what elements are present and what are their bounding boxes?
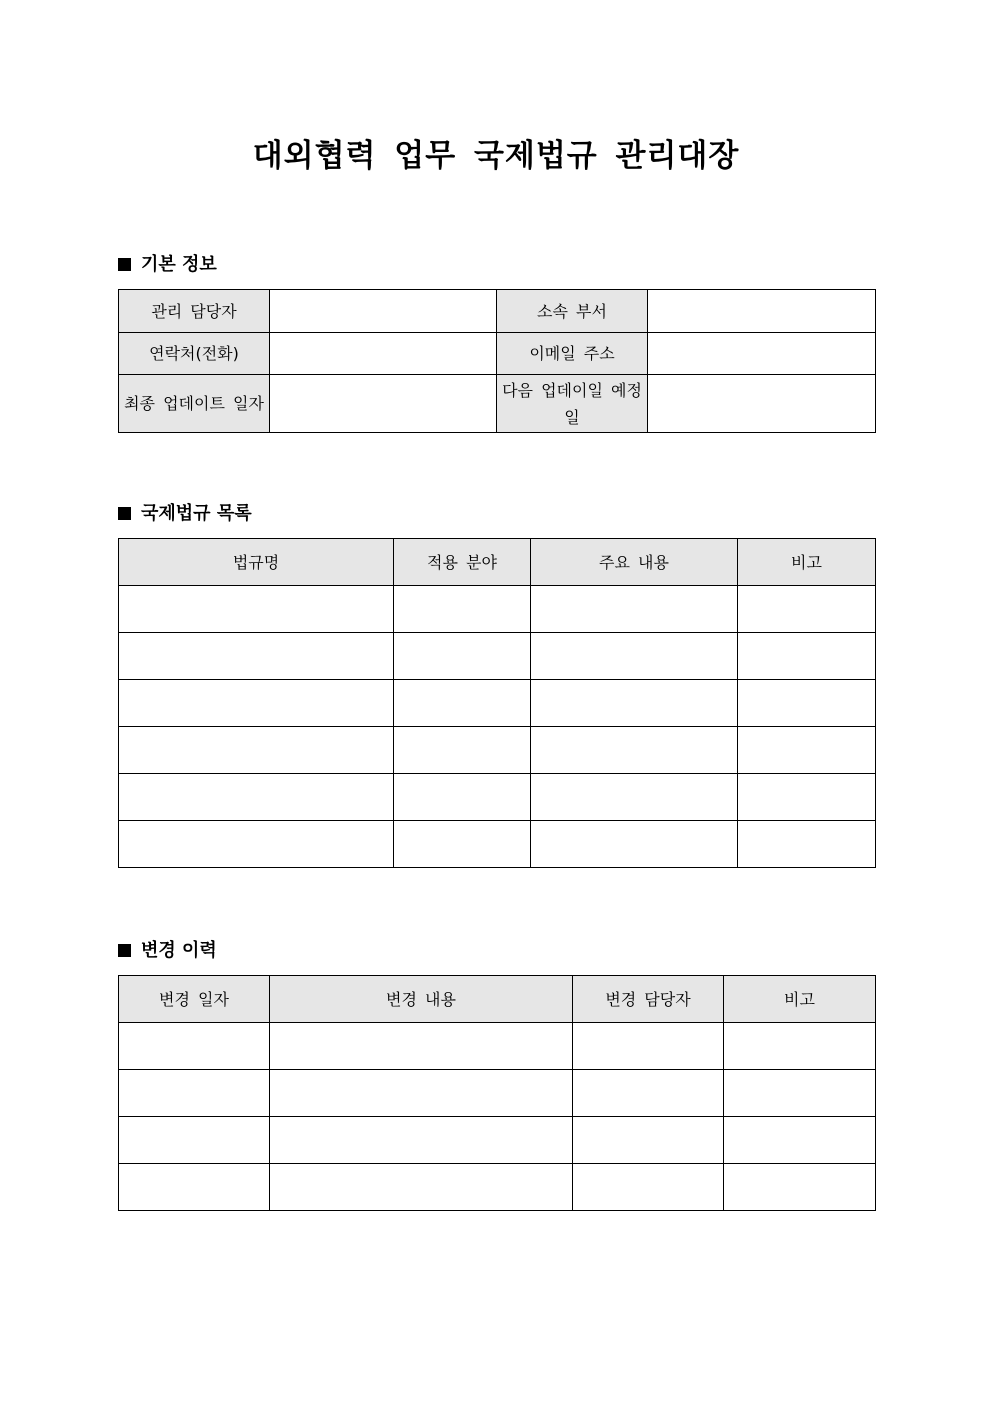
- table-row: [119, 633, 876, 680]
- basic-info-table: [118, 289, 876, 433]
- column-header-remarks: 비고: [738, 539, 876, 586]
- basic-info-row: [119, 375, 876, 433]
- cell-remarks[interactable]: [738, 633, 876, 680]
- cell-change-manager[interactable]: [573, 1023, 724, 1070]
- cell-change-date[interactable]: [119, 1164, 270, 1211]
- cell-field[interactable]: [394, 727, 531, 774]
- column-header-law-name: 법규명: [119, 539, 394, 586]
- cell-law-name[interactable]: [119, 680, 394, 727]
- black-square-icon: [118, 944, 131, 957]
- cell-field[interactable]: [394, 774, 531, 821]
- basic-info-row: [119, 333, 876, 375]
- cell-remarks[interactable]: [724, 1023, 876, 1070]
- cell-change-date[interactable]: [119, 1023, 270, 1070]
- label-last-update: 최종 업데이트 일자: [119, 375, 270, 433]
- value-manager[interactable]: [270, 290, 497, 333]
- cell-law-name[interactable]: [119, 821, 394, 868]
- table-row: [119, 1164, 876, 1211]
- basic-info-row: [119, 290, 876, 333]
- law-list-header-row: [119, 539, 876, 586]
- label-phone: 연락처(전화): [119, 333, 270, 375]
- column-header-content: 주요 내용: [531, 539, 738, 586]
- change-history-table: [118, 975, 876, 1211]
- cell-law-name[interactable]: [119, 727, 394, 774]
- cell-change-content[interactable]: [270, 1164, 573, 1211]
- label-next-update: 다음 업데이일 예정일: [497, 375, 648, 433]
- cell-change-date[interactable]: [119, 1070, 270, 1117]
- label-manager: 관리 담당자: [119, 290, 270, 333]
- cell-remarks[interactable]: [738, 727, 876, 774]
- cell-content[interactable]: [531, 680, 738, 727]
- section-heading-text: 기본 정보: [141, 254, 217, 275]
- black-square-icon: [118, 258, 131, 271]
- section-heading-law-list: [118, 502, 252, 526]
- value-phone[interactable]: [270, 333, 497, 375]
- cell-change-date[interactable]: [119, 1117, 270, 1164]
- cell-field[interactable]: [394, 586, 531, 633]
- cell-content[interactable]: [531, 586, 738, 633]
- cell-remarks[interactable]: [724, 1070, 876, 1117]
- cell-content[interactable]: [531, 821, 738, 868]
- table-row: [119, 1117, 876, 1164]
- table-row: [119, 821, 876, 868]
- section-heading-text: 국제법규 목록: [141, 503, 252, 524]
- table-row: [119, 1023, 876, 1070]
- cell-change-manager[interactable]: [573, 1164, 724, 1211]
- column-header-change-content: 변경 내용: [270, 976, 573, 1023]
- cell-law-name[interactable]: [119, 586, 394, 633]
- cell-change-manager[interactable]: [573, 1070, 724, 1117]
- cell-field[interactable]: [394, 680, 531, 727]
- cell-change-content[interactable]: [270, 1070, 573, 1117]
- column-header-change-manager: 변경 담당자: [573, 976, 724, 1023]
- section-heading-text: 변경 이력: [141, 940, 217, 961]
- change-history-header-row: [119, 976, 876, 1023]
- cell-law-name[interactable]: [119, 633, 394, 680]
- table-row: [119, 727, 876, 774]
- label-department: 소속 부서: [497, 290, 648, 333]
- value-email[interactable]: [648, 333, 876, 375]
- label-email: 이메일 주소: [497, 333, 648, 375]
- black-square-icon: [118, 507, 131, 520]
- table-row: [119, 680, 876, 727]
- value-last-update[interactable]: [270, 375, 497, 433]
- cell-content[interactable]: [531, 774, 738, 821]
- section-heading-change-history: [118, 939, 217, 963]
- cell-remarks[interactable]: [738, 774, 876, 821]
- cell-remarks[interactable]: [738, 821, 876, 868]
- cell-field[interactable]: [394, 821, 531, 868]
- cell-field[interactable]: [394, 633, 531, 680]
- cell-remarks[interactable]: [738, 680, 876, 727]
- cell-law-name[interactable]: [119, 774, 394, 821]
- cell-content[interactable]: [531, 727, 738, 774]
- table-row: [119, 1070, 876, 1117]
- law-list-table: [118, 538, 876, 868]
- cell-change-content[interactable]: [270, 1023, 573, 1070]
- value-next-update[interactable]: [648, 375, 876, 433]
- cell-remarks[interactable]: [738, 586, 876, 633]
- cell-remarks[interactable]: [724, 1164, 876, 1211]
- table-row: [119, 774, 876, 821]
- cell-change-content[interactable]: [270, 1117, 573, 1164]
- document-title: 대외협력 업무 국제법규 관리대장: [252, 138, 740, 174]
- column-header-change-date: 변경 일자: [119, 976, 270, 1023]
- cell-remarks[interactable]: [724, 1117, 876, 1164]
- value-department[interactable]: [648, 290, 876, 333]
- section-heading-basic-info: [118, 253, 217, 277]
- column-header-remarks: 비고: [724, 976, 876, 1023]
- table-row: [119, 586, 876, 633]
- column-header-field: 적용 분야: [394, 539, 531, 586]
- cell-change-manager[interactable]: [573, 1117, 724, 1164]
- cell-content[interactable]: [531, 633, 738, 680]
